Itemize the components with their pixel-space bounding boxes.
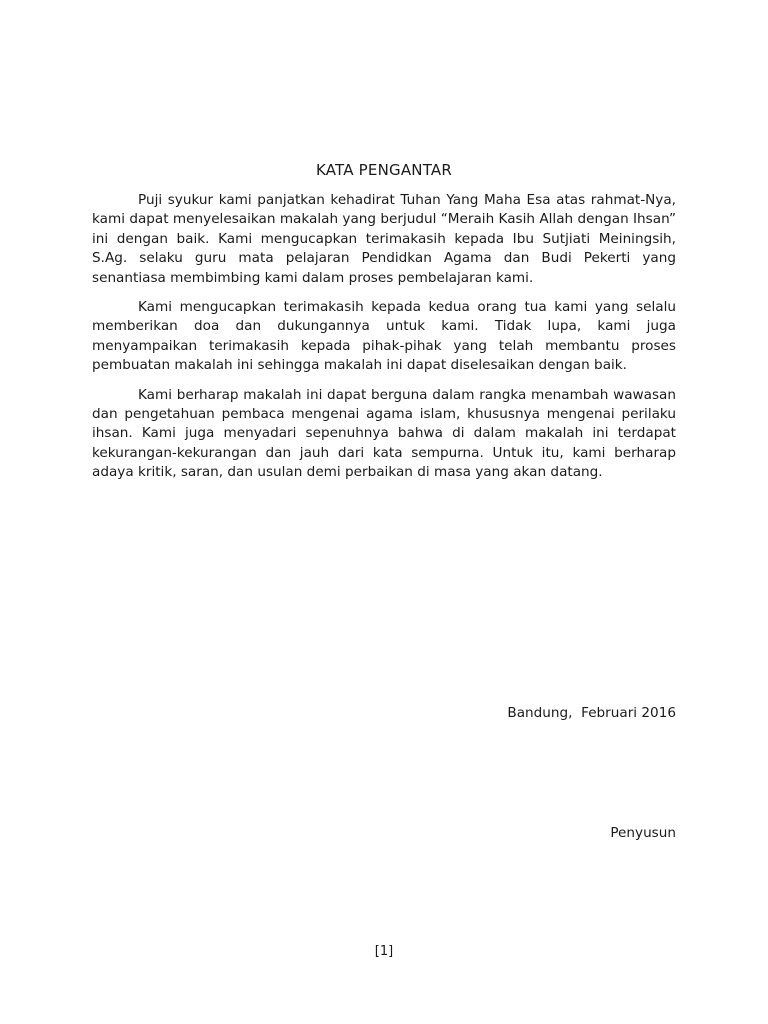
page-number: [1] xyxy=(374,944,394,959)
body-text xyxy=(92,191,676,493)
author-signature: Penyusun xyxy=(610,825,676,841)
paragraph-3: Kami berharap makalah ini dapat berguna dalam rangka menambah wawasan dan pengetahuan pembaca mengenai agama islam, khususnya mengenai perilaku ihsan. Kami juga menyadari sepenuhnya bahwa di dalam makalah ini terdapat kekurangan-kekurangan dan jauh dari kata sempurna. Untuk itu, kami berharap adaya kritik, saran, dan usulan demi perbaikan di masa yang akan datang. xyxy=(92,386,676,481)
paragraph-2: Kami mengucapkan terimakasih kepada kedua orang tua kami yang selalu memberikan doa dan dukungannya untuk kami. Tidak lupa, kami juga menyampaikan terimakasih kepada pihak-pihak yang telah membantu proses pembuatan makalah ini sehingga makalah ini dapat diselesaikan dengan baik. xyxy=(92,299,676,374)
place-date: Bandung, Februari 2016 xyxy=(507,705,676,721)
page-title: KATA PENGANTAR xyxy=(315,161,453,179)
paragraph-1: Puji syukur kami panjatkan kehadirat Tuhan Yang Maha Esa atas rahmat-Nya, kami dapat menyelesaikan makalah yang berjudul “Meraih Kasih Allah dengan Ihsan” ini dengan baik. Kami mengucapkan terimakasih kepada Ibu Sutjiati Meiningsih, S.Ag. selaku guru mata pelajaran Pendidkan Agama dan Budi Pekerti yang senantiasa membimbing kami dalam proses pembelajaran kami. xyxy=(92,192,676,286)
